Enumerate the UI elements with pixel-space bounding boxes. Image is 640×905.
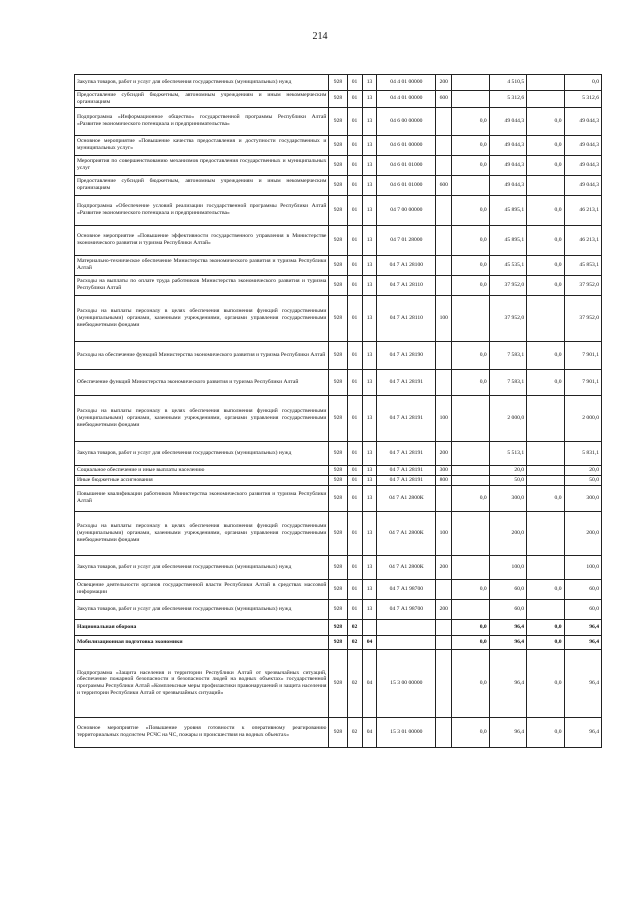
target-article-cell: 04 7 А1 28110: [377, 275, 436, 295]
ministry-code-cell: 928: [329, 135, 347, 155]
amount-cell-4: 7 901,1: [564, 341, 601, 369]
amount-cell-1: 0,0: [452, 619, 489, 635]
table-row: [75, 341, 602, 369]
amount-cell-4: 37 952,0: [564, 275, 601, 295]
expense-type-cell: 600: [436, 175, 452, 195]
expense-type-cell: [436, 225, 452, 255]
amount-cell-2: 49 044,3: [489, 155, 526, 175]
subsection-code-cell: 13: [362, 135, 377, 155]
amount-cell-2: 200,0: [489, 511, 526, 555]
amount-cell-1: 0,0: [452, 225, 489, 255]
expense-name-cell: Закупка товаров, работ и услуг для обеспечения государственных (муниципальных) нужд: [75, 441, 329, 465]
amount-cell-2: 96,4: [489, 619, 526, 635]
table-row: [75, 155, 602, 175]
amount-cell-4: 46 213,1: [564, 225, 601, 255]
target-article-cell: 04 7 01 28000: [377, 225, 436, 255]
section-code-cell: 02: [347, 717, 362, 747]
subsection-code-cell: 13: [362, 75, 377, 91]
amount-cell-4: 46 213,1: [564, 195, 601, 225]
target-article-cell: 04 7 А1 28191: [377, 465, 436, 475]
amount-cell-1: 0,0: [452, 485, 489, 511]
ministry-code-cell: 928: [329, 717, 347, 747]
amount-cell-3: [527, 555, 564, 579]
expense-type-cell: 200: [436, 75, 452, 91]
amount-cell-3: 0,0: [527, 717, 564, 747]
target-article-cell: 04 7 А1 28110: [377, 295, 436, 341]
amount-cell-1: [452, 511, 489, 555]
target-article-cell: 04 7 А1 28191: [377, 395, 436, 441]
amount-cell-1: 0,0: [452, 255, 489, 275]
table-row: [75, 441, 602, 465]
subsection-code-cell: 13: [362, 255, 377, 275]
expense-name-cell: Закупка товаров, работ и услуг для обеспечения государственных (муниципальных) нужд: [75, 75, 329, 91]
expense-name-cell: Основное мероприятие «Повышение уровня готовности к оперативному реагированию территориальных подсистем РСЧС на ЧС, пожары и происшествия на водных объектах»: [75, 717, 329, 747]
ministry-code-cell: 928: [329, 475, 347, 485]
subsection-code-cell: 13: [362, 369, 377, 395]
expense-type-cell: [436, 255, 452, 275]
expense-type-cell: 100: [436, 511, 452, 555]
expense-type-cell: 100: [436, 395, 452, 441]
table-row: [75, 395, 602, 441]
ministry-code-cell: 928: [329, 511, 347, 555]
amount-cell-3: 0,0: [527, 135, 564, 155]
table-row: [75, 649, 602, 717]
amount-cell-2: 100,0: [489, 555, 526, 579]
expense-name-cell: Социальное обеспечение и иные выплаты населению: [75, 465, 329, 475]
amount-cell-1: [452, 441, 489, 465]
amount-cell-4: 96,4: [564, 635, 601, 649]
amount-cell-3: [527, 75, 564, 91]
section-code-cell: 01: [347, 395, 362, 441]
target-article-cell: 04 7 А1 28190: [377, 341, 436, 369]
expense-type-cell: [436, 619, 452, 635]
target-article-cell: 15 3 01 00000: [377, 717, 436, 747]
target-article-cell: [377, 635, 436, 649]
expense-name-cell: Повышение квалификации работников Министерства экономического развития и туризма Республики Алтай: [75, 485, 329, 511]
amount-cell-2: 96,4: [489, 717, 526, 747]
section-code-cell: 01: [347, 75, 362, 91]
table-row: [75, 635, 602, 649]
target-article-cell: 04 4 01 00000: [377, 91, 436, 108]
expense-type-cell: [436, 369, 452, 395]
amount-cell-3: [527, 175, 564, 195]
section-code-cell: 01: [347, 255, 362, 275]
section-code-cell: 01: [347, 107, 362, 135]
subsection-code-cell: 13: [362, 441, 377, 465]
page-number: 214: [312, 31, 328, 42]
expense-name-cell: Обеспечение функций Министерства экономического развития и туризма Республики Алтай: [75, 369, 329, 395]
ministry-code-cell: 928: [329, 599, 347, 619]
subsection-code-cell: 04: [362, 635, 377, 649]
amount-cell-1: [452, 555, 489, 579]
amount-cell-4: 96,4: [564, 717, 601, 747]
subsection-code-cell: 13: [362, 107, 377, 135]
ministry-code-cell: 928: [329, 155, 347, 175]
amount-cell-2: 96,4: [489, 635, 526, 649]
subsection-code-cell: 04: [362, 717, 377, 747]
ministry-code-cell: 928: [329, 255, 347, 275]
budget-table: [74, 74, 602, 748]
section-code-cell: 01: [347, 579, 362, 599]
expense-name-cell: Национальная оборона: [75, 619, 329, 635]
expense-name-cell: Мероприятия по совершенствованию механизмов предоставления государственных и муниципальных услуг: [75, 155, 329, 175]
amount-cell-3: [527, 295, 564, 341]
table-row: [75, 555, 602, 579]
amount-cell-4: 100,0: [564, 555, 601, 579]
amount-cell-4: 7 901,1: [564, 369, 601, 395]
ministry-code-cell: 928: [329, 107, 347, 135]
amount-cell-3: 0,0: [527, 485, 564, 511]
expense-name-cell: Подпрограмма «Обеспечение условий реализации государственной программы Республики Алтай «Развитие экономического потенциала и предпринимательства»: [75, 195, 329, 225]
expense-type-cell: [436, 107, 452, 135]
subsection-code-cell: 13: [362, 579, 377, 599]
subsection-code-cell: 04: [362, 649, 377, 717]
expense-type-cell: [436, 341, 452, 369]
amount-cell-2: 2 000,0: [489, 395, 526, 441]
table-row: [75, 175, 602, 195]
amount-cell-3: [527, 441, 564, 465]
amount-cell-3: 0,0: [527, 275, 564, 295]
amount-cell-2: 96,4: [489, 649, 526, 717]
expense-type-cell: 200: [436, 441, 452, 465]
amount-cell-2: 37 952,0: [489, 295, 526, 341]
subsection-code-cell: 13: [362, 341, 377, 369]
ministry-code-cell: 928: [329, 175, 347, 195]
amount-cell-4: 49 044,3: [564, 135, 601, 155]
amount-cell-4: 45 853,1: [564, 255, 601, 275]
amount-cell-2: 5 513,1: [489, 441, 526, 465]
amount-cell-3: 0,0: [527, 579, 564, 599]
subsection-code-cell: 13: [362, 91, 377, 108]
expense-type-cell: [436, 275, 452, 295]
amount-cell-1: [452, 395, 489, 441]
ministry-code-cell: 928: [329, 275, 347, 295]
section-code-cell: 01: [347, 195, 362, 225]
expense-name-cell: Расходы на выплаты персоналу в целях обеспечения выполнения функций государственными (муниципальными) органами, казенными учреждениями, органами управления государственными внебюджетными фондами: [75, 395, 329, 441]
subsection-code-cell: 13: [362, 485, 377, 511]
amount-cell-4: 37 952,0: [564, 295, 601, 341]
amount-cell-1: 0,0: [452, 717, 489, 747]
table-row: [75, 475, 602, 485]
amount-cell-1: 0,0: [452, 341, 489, 369]
expense-name-cell: Предоставление субсидий бюджетным, автономным учреждениям и иным некоммерческим организациям: [75, 91, 329, 108]
ministry-code-cell: 928: [329, 91, 347, 108]
target-article-cell: 04 6 01 01000: [377, 155, 436, 175]
table-row: [75, 485, 602, 511]
subsection-code-cell: 13: [362, 511, 377, 555]
amount-cell-4: 300,0: [564, 485, 601, 511]
amount-cell-1: [452, 599, 489, 619]
expense-type-cell: 800: [436, 475, 452, 485]
expense-type-cell: [436, 195, 452, 225]
amount-cell-1: 0,0: [452, 135, 489, 155]
amount-cell-1: 0,0: [452, 155, 489, 175]
amount-cell-1: 0,0: [452, 107, 489, 135]
amount-cell-4: 49 044,3: [564, 107, 601, 135]
amount-cell-1: 0,0: [452, 275, 489, 295]
amount-cell-3: [527, 475, 564, 485]
table-row: [75, 599, 602, 619]
section-code-cell: 01: [347, 475, 362, 485]
amount-cell-4: 96,4: [564, 649, 601, 717]
table-row: [75, 75, 602, 91]
section-code-cell: 01: [347, 341, 362, 369]
table-row: [75, 135, 602, 155]
ministry-code-cell: 928: [329, 555, 347, 579]
section-code-cell: 01: [347, 155, 362, 175]
expense-name-cell: Мобилизационная подготовка экономики: [75, 635, 329, 649]
expense-type-cell: [436, 717, 452, 747]
subsection-code-cell: [362, 619, 377, 635]
ministry-code-cell: 928: [329, 579, 347, 599]
amount-cell-3: 0,0: [527, 341, 564, 369]
ministry-code-cell: 928: [329, 485, 347, 511]
target-article-cell: 04 7 А1 28100: [377, 255, 436, 275]
amount-cell-2: 7 583,1: [489, 369, 526, 395]
amount-cell-3: [527, 395, 564, 441]
ministry-code-cell: 928: [329, 225, 347, 255]
expense-name-cell: Подпрограмма «Защита населения и территории Республики Алтай от чрезвычайных ситуаций, обеспечение пожарной безопасности и безопасности людей на водных объектах» государственной программы Республики Алтай «Комплексные меры профилактики правонарушений и защита населения и территории Республики Алтай от чрезвычайных ситуаций»: [75, 649, 329, 717]
table-row: [75, 369, 602, 395]
expense-type-cell: 600: [436, 91, 452, 108]
ministry-code-cell: 928: [329, 75, 347, 91]
target-article-cell: 04 7 А1 2800К: [377, 485, 436, 511]
ministry-code-cell: 928: [329, 341, 347, 369]
table-row: [75, 91, 602, 108]
section-code-cell: 01: [347, 135, 362, 155]
table-row: [75, 717, 602, 747]
target-article-cell: 04 7 А1 2800К: [377, 555, 436, 579]
section-code-cell: 02: [347, 635, 362, 649]
amount-cell-3: [527, 511, 564, 555]
expense-type-cell: 200: [436, 599, 452, 619]
amount-cell-2: 60,0: [489, 599, 526, 619]
expense-name-cell: Расходы на обеспечение функций Министерства экономического развития и туризма Республики Алтай: [75, 341, 329, 369]
amount-cell-4: 60,0: [564, 579, 601, 599]
amount-cell-2: 49 044,3: [489, 175, 526, 195]
expense-name-cell: Расходы на выплаты по оплате труда работников Министерства экономического развития и туризма Республики Алтай: [75, 275, 329, 295]
target-article-cell: 04 6 01 01000: [377, 175, 436, 195]
amount-cell-4: 50,0: [564, 475, 601, 485]
ministry-code-cell: 928: [329, 649, 347, 717]
amount-cell-2: 37 952,0: [489, 275, 526, 295]
amount-cell-4: 2 000,0: [564, 395, 601, 441]
section-code-cell: 01: [347, 465, 362, 475]
subsection-code-cell: 13: [362, 395, 377, 441]
target-article-cell: 04 7 А1 98700: [377, 599, 436, 619]
amount-cell-4: 200,0: [564, 511, 601, 555]
amount-cell-4: 0,0: [564, 75, 601, 91]
section-code-cell: 01: [347, 225, 362, 255]
expense-type-cell: [436, 635, 452, 649]
table-body: [75, 75, 602, 748]
expense-name-cell: Освещение деятельности органов государственной власти Республики Алтай в средствах массовой информации: [75, 579, 329, 599]
amount-cell-3: [527, 465, 564, 475]
amount-cell-3: 0,0: [527, 155, 564, 175]
target-article-cell: 04 7 А1 28191: [377, 475, 436, 485]
target-article-cell: 04 7 А1 98700: [377, 579, 436, 599]
target-article-cell: 04 7 А1 2800К: [377, 511, 436, 555]
amount-cell-4: 49 044,3: [564, 175, 601, 195]
subsection-code-cell: 13: [362, 275, 377, 295]
expense-name-cell: Закупка товаров, работ и услуг для обеспечения государственных (муниципальных) нужд: [75, 599, 329, 619]
table-row: [75, 107, 602, 135]
section-code-cell: 01: [347, 369, 362, 395]
amount-cell-4: 5 831,1: [564, 441, 601, 465]
section-code-cell: 01: [347, 275, 362, 295]
subsection-code-cell: 13: [362, 555, 377, 579]
expense-name-cell: Материально-техническое обеспечение Министерства экономического развития и туризма Республики Алтай: [75, 255, 329, 275]
expense-name-cell: Иные бюджетные ассигнования: [75, 475, 329, 485]
table-row: [75, 195, 602, 225]
table-row: [75, 275, 602, 295]
expense-name-cell: Основное мероприятие «Повышение качества предоставления и доступности государственных и муниципальных услуг»: [75, 135, 329, 155]
expense-name-cell: Подпрограмма «Информационное общество» государственной программы Республики Алтай «Развитие экономического потенциала и предпринимательства»: [75, 107, 329, 135]
expense-name-cell: Расходы на выплаты персоналу в целях обеспечения выполнения функций государственными (муниципальными) органами, казенными учреждениями, органами управления государственными внебюджетными фондами: [75, 511, 329, 555]
amount-cell-3: 0,0: [527, 107, 564, 135]
section-code-cell: 01: [347, 91, 362, 108]
amount-cell-3: 0,0: [527, 619, 564, 635]
amount-cell-2: 49 044,3: [489, 135, 526, 155]
target-article-cell: 04 7 А1 28191: [377, 369, 436, 395]
subsection-code-cell: 13: [362, 155, 377, 175]
amount-cell-3: 0,0: [527, 255, 564, 275]
expense-type-cell: [436, 485, 452, 511]
amount-cell-3: 0,0: [527, 225, 564, 255]
ministry-code-cell: 928: [329, 395, 347, 441]
amount-cell-2: 4 510,5: [489, 75, 526, 91]
expense-type-cell: 200: [436, 555, 452, 579]
amount-cell-1: [452, 465, 489, 475]
subsection-code-cell: 13: [362, 195, 377, 225]
table-row: [75, 511, 602, 555]
amount-cell-2: 49 044,3: [489, 107, 526, 135]
subsection-code-cell: 13: [362, 225, 377, 255]
amount-cell-2: 45 895,1: [489, 195, 526, 225]
section-code-cell: 01: [347, 441, 362, 465]
target-article-cell: 04 7 00 00000: [377, 195, 436, 225]
amount-cell-4: 96,4: [564, 619, 601, 635]
expense-name-cell: Предоставление субсидий бюджетным, автономным учреждениям и иным некоммерческим организациям: [75, 175, 329, 195]
section-code-cell: 01: [347, 295, 362, 341]
amount-cell-3: 0,0: [527, 369, 564, 395]
amount-cell-1: [452, 295, 489, 341]
section-code-cell: 01: [347, 511, 362, 555]
amount-cell-2: 50,0: [489, 475, 526, 485]
target-article-cell: 04 6 00 00000: [377, 107, 436, 135]
amount-cell-3: [527, 91, 564, 108]
ministry-code-cell: 928: [329, 465, 347, 475]
amount-cell-1: 0,0: [452, 635, 489, 649]
expense-name-cell: Расходы на выплаты персоналу в целях обеспечения выполнения функций государственными (муниципальными) органами, казенными учреждениями, органами управления государственными внебюджетными фондами: [75, 295, 329, 341]
amount-cell-4: 5 312,6: [564, 91, 601, 108]
amount-cell-1: 0,0: [452, 579, 489, 599]
amount-cell-2: 45 535,1: [489, 255, 526, 275]
amount-cell-3: 0,0: [527, 195, 564, 225]
table-row: [75, 255, 602, 275]
section-code-cell: 01: [347, 599, 362, 619]
expense-type-cell: 300: [436, 465, 452, 475]
expense-type-cell: [436, 135, 452, 155]
amount-cell-4: 60,0: [564, 599, 601, 619]
target-article-cell: [377, 619, 436, 635]
section-code-cell: 01: [347, 485, 362, 511]
ministry-code-cell: 928: [329, 369, 347, 395]
amount-cell-1: 0,0: [452, 369, 489, 395]
amount-cell-3: 0,0: [527, 649, 564, 717]
subsection-code-cell: 13: [362, 475, 377, 485]
amount-cell-2: 5 312,6: [489, 91, 526, 108]
subsection-code-cell: 13: [362, 465, 377, 475]
amount-cell-1: 0,0: [452, 195, 489, 225]
subsection-code-cell: 13: [362, 599, 377, 619]
amount-cell-2: 45 895,1: [489, 225, 526, 255]
expense-type-cell: [436, 155, 452, 175]
amount-cell-2: 300,0: [489, 485, 526, 511]
expense-type-cell: [436, 649, 452, 717]
subsection-code-cell: 13: [362, 175, 377, 195]
amount-cell-2: 7 583,1: [489, 341, 526, 369]
ministry-code-cell: 928: [329, 441, 347, 465]
amount-cell-4: 49 044,3: [564, 155, 601, 175]
expense-name-cell: Основное мероприятие «Повышение эффективности государственного управления в Министерстве экономического развития и туризма Республики Алтай»: [75, 225, 329, 255]
target-article-cell: 04 4 01 00000: [377, 75, 436, 91]
amount-cell-3: [527, 599, 564, 619]
amount-cell-1: [452, 475, 489, 485]
amount-cell-4: 20,0: [564, 465, 601, 475]
section-code-cell: 02: [347, 649, 362, 717]
section-code-cell: 01: [347, 175, 362, 195]
ministry-code-cell: 928: [329, 619, 347, 635]
target-article-cell: 04 7 А1 28191: [377, 441, 436, 465]
amount-cell-1: [452, 91, 489, 108]
expense-type-cell: [436, 579, 452, 599]
amount-cell-3: 0,0: [527, 635, 564, 649]
amount-cell-1: [452, 75, 489, 91]
table-row: [75, 465, 602, 475]
amount-cell-2: 60,0: [489, 579, 526, 599]
table-row: [75, 619, 602, 635]
amount-cell-1: [452, 175, 489, 195]
target-article-cell: 04 6 01 00000: [377, 135, 436, 155]
expense-type-cell: 100: [436, 295, 452, 341]
ministry-code-cell: 928: [329, 635, 347, 649]
table-row: [75, 579, 602, 599]
amount-cell-2: 20,0: [489, 465, 526, 475]
section-code-cell: 01: [347, 555, 362, 579]
section-code-cell: 02: [347, 619, 362, 635]
ministry-code-cell: 928: [329, 195, 347, 225]
amount-cell-1: 0,0: [452, 649, 489, 717]
expense-name-cell: Закупка товаров, работ и услуг для обеспечения государственных (муниципальных) нужд: [75, 555, 329, 579]
target-article-cell: 15 3 00 00000: [377, 649, 436, 717]
ministry-code-cell: 928: [329, 295, 347, 341]
table-row: [75, 225, 602, 255]
table-row: [75, 295, 602, 341]
subsection-code-cell: 13: [362, 295, 377, 341]
